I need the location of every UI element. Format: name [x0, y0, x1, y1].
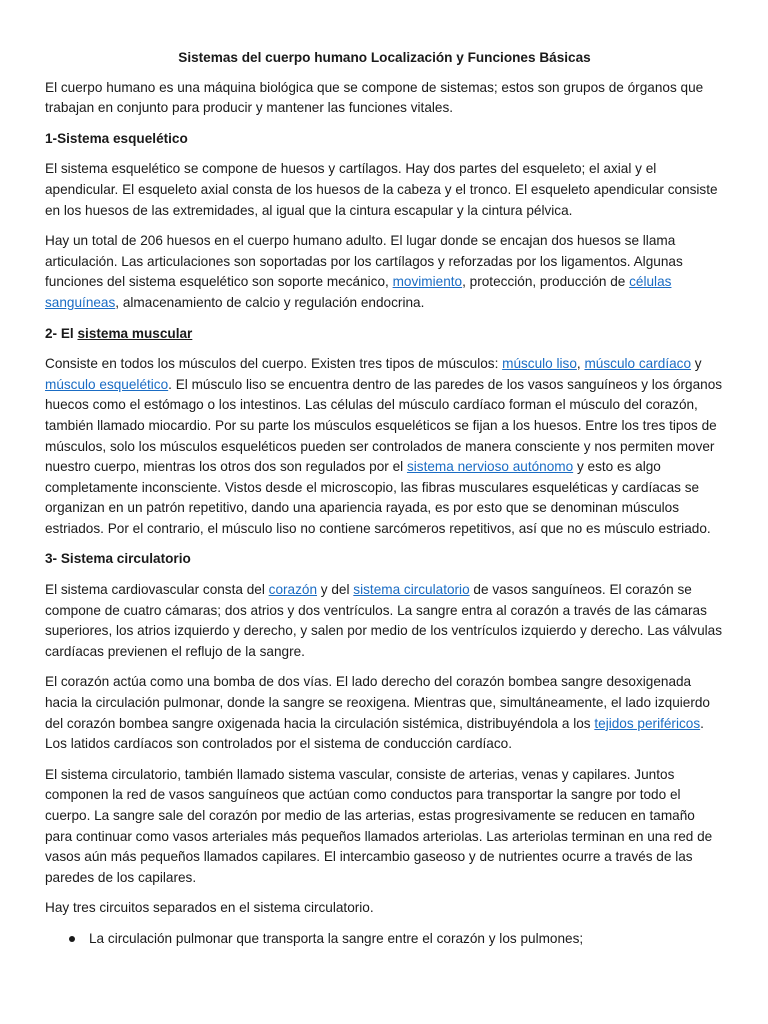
section-heading-muscular [45, 324, 724, 345]
circulatory-paragraph-2 [45, 672, 724, 754]
text-run: y del [317, 582, 354, 598]
text-run: Hay un total de 206 huesos en el cuerpo humano adulto. El lugar donde se encajan dos huesos se llama articulación. Las articulaciones son soportadas por los cartílagos y reforzadas por los ligamentos. Algunas funciones del sistema esquelético son soporte mecánico, [45, 233, 683, 290]
text-run: y esto es algo completamente inconsciente. Vistos desde el microscopio, las fibras musculares esqueléticas y cardíacas se organizan en un patrón repetitivo, dando una apariencia rayada, es por esto que se denominan músculos estriados. Por el contrario, el músculo liso no contiene sarcómeros repetitivos, así que no es músculo estriado. [45, 459, 711, 536]
document-title: Sistemas del cuerpo humano Localización y Funciones Básicas [178, 50, 591, 65]
bullet-icon [69, 936, 75, 942]
skeletal-paragraph-1: El sistema esquelético se compone de huesos y cartílagos. Hay dos partes del esqueleto; el axial y el apendicular. El esqueleto axial consta de los huesos de la cabeza y el tronco. El esqueleto apendicular consiste en los huesos de las extremidades, al igual que la cintura escapular y la cintura pélvica. [45, 161, 718, 218]
text-run: . El músculo liso se encuentra dentro de las paredes de los vasos sanguíneos y los órganos huecos como el estómago o los intestinos. Las células del músculo cardíaco forman el músculo del corazón, también llamado miocardio. Por su parte los músculos esqueléticos se fijan a los huesos. Entre los tres tipos de músculos, solo los músculos esqueléticos pueden ser controlados de manera consciente y nos permiten mover nuestro cuerpo, mientras los otros dos son regulados por el [45, 376, 723, 475]
circulatory-paragraph-1 [45, 580, 724, 662]
link-celulas-sanguineas[interactable]: células sanguíneas [45, 274, 672, 310]
circulatory-paragraph-3: El sistema circulatorio, también llamado sistema vascular, consiste de arterias, venas y capilares. Juntos componen la red de vasos sanguíneos que actúan como conductos para transportar la sangre por todo el cuerpo. La sangre sale del corazón por medio de las arterias, estas progresivamente se reducen en tamaño para continuar como vasos arteriales más pequeños llamados arteriolas. Las arteriolas terminan en una red de vasos aún más pequeños llamados capilares. El intercambio gaseoso y de nutrientes ocurre a través de las paredes de los capilares. [45, 766, 713, 885]
text-run: El sistema cardiovascular consta del [45, 582, 269, 598]
text-run: , protección, producción de [462, 274, 630, 290]
text-run: El corazón actúa como una bomba de dos vías. El lado derecho del corazón bombea sangre desoxigenada hacia la circulación pulmonar, donde la sangre se reoxigena. Mientras que, simultáneamente, el lado izquierdo del corazón bombea sangre oxigenada hacia la circulación sistémica, distribuyéndola a los [45, 674, 710, 731]
text-run: , [576, 356, 585, 372]
text-run: Consiste en todos los músculos del cuerpo. Existen tres tipos de músculos: [45, 356, 503, 372]
skeletal-paragraph-2 [45, 231, 724, 313]
muscular-paragraph [45, 354, 724, 539]
circulatory-paragraph-4: Hay tres circuitos separados en el sistema circulatorio. [45, 900, 374, 916]
text-run: de vasos sanguíneos. El corazón se compone de cuatro cámaras; dos atrios y dos ventrículos. La sangre entra al corazón a través de las cámaras superiores, los atrios izquierdo y derecho, y salen por medio de los ventrículos izquierdo y derecho. Las válvulas cardíacas previenen el reflujo de la sangre. [45, 582, 723, 659]
link-corazon[interactable]: corazón [268, 582, 318, 598]
link-sistema-nervioso-autonomo[interactable]: sistema nervioso autónomo [406, 459, 574, 475]
link-movimiento[interactable]: movimiento [392, 274, 463, 290]
list-item-text: La circulación pulmonar que transporta la sangre entre el corazón y los pulmones; [89, 930, 584, 946]
heading-prefix: 2- El [45, 325, 78, 341]
link-musculo-esqueletico[interactable]: músculo esquelético [45, 376, 169, 392]
heading-underlined: sistema muscular [77, 325, 193, 341]
list-item [45, 929, 724, 950]
section-heading-skeletal: 1-Sistema esquelético [45, 130, 188, 146]
text-run: y [691, 356, 702, 372]
text-run: . Los latidos cardíacos son controlados por el sistema de conducción cardíaco. [45, 715, 704, 752]
circuits-list [45, 929, 724, 950]
intro-paragraph: El cuerpo humano es una máquina biológica que se compone de sistemas; estos son grupos de órganos que trabajan en conjunto para producir y mantener las funciones vitales. [45, 79, 704, 116]
section-heading-circulatory: 3- Sistema circulatorio [45, 551, 191, 567]
text-run: , almacenamiento de calcio y regulación endocrina. [115, 294, 425, 310]
link-musculo-cardiaco[interactable]: músculo cardíaco [584, 356, 692, 372]
link-musculo-liso[interactable]: músculo liso [502, 356, 577, 372]
link-sistema-circulatorio[interactable]: sistema circulatorio [353, 582, 470, 598]
link-tejidos-perifericos[interactable]: tejidos periféricos [594, 715, 701, 731]
